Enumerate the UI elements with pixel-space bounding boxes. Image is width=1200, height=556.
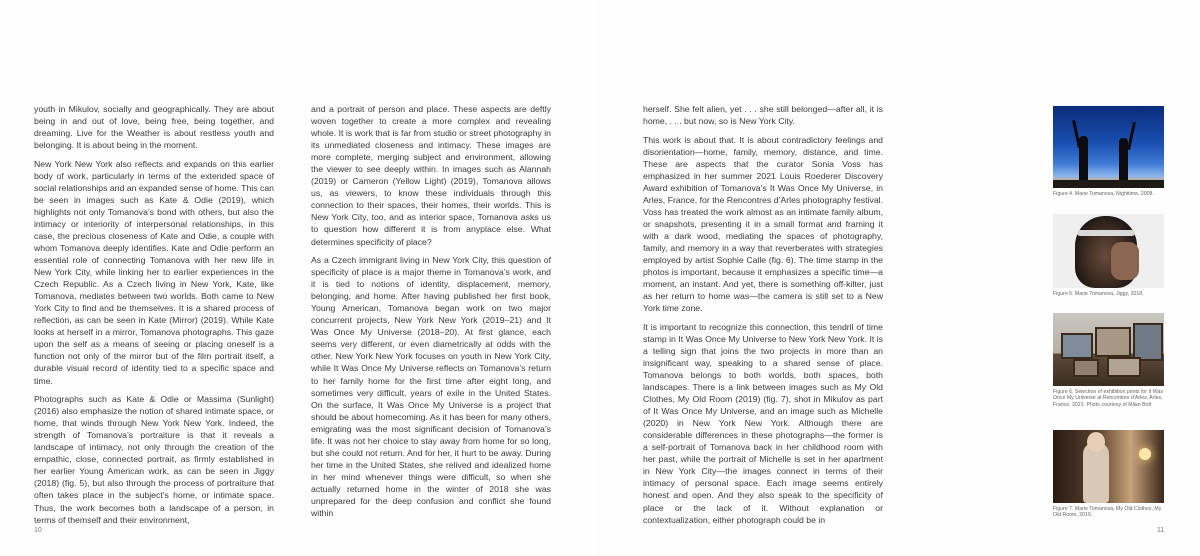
paragraph: New York New York also reflects and expands on this earlier body of work, particularly in terms of the extended space of social relationships and an expanded sense of home. This can be seen in images such as Kate & Odie (2019), which highlights not only Tomanova’s bond with others, but also the intimacy or interiority of interpersonal relationships, in this case, the precious closeness of Kate and Odie, a couple with whom Tomanova deeply identifies. Kate and Odie perform an essential role of connecting Tomanova with her new life in New York City, while linking her to earlier experiences in the Czech Republic. As a Czech living in New York, Kate, like Tomanova, mediates between two worlds. Both came to New York City to find and be themselves. It is a shared process of reflection, as can be seen in Kate (Mirror) (2019). While Kate looks at herself in a mirror, Tomanova photographs. This gaze upon the self as a means of seeing or placing oneself is a function not only of the mirror but of the film portrait itself, a durable visual record of identity tied to a specific space and time. <box>34 158 274 386</box>
figure-6-photo <box>1053 313 1164 386</box>
figure-7 <box>1053 430 1166 519</box>
paragraph: As a Czech immigrant living in New York City, this question of specificity of place is a major theme in Tomanova’s work, and it is tied to notions of identity, displacement, memory, belonging, and home. After having published her first book, Young American, Tomanova began work on two major concurrent projects, New York New York (2019–21) and It Was Once My Universe (2018–20). At first glance, each seems very different, or even diametrically at odds with the other. New York New York focuses on youth in New York City, while It Was Once My Universe reflects on Tomanova’s return to her family home for the first time after eight long, and sometimes very difficult, years of exile in the United States. On the surface, It Was Once My Universe is a project that should be about homecoming. As it has been for many others, emigrating was the most significant decision of Tomanova’s life. It was not her choice to stay away from home for so long, but she could not return. And for her, it hurt to be away. During her time in the United States, she relived and idealized home in her mind whenever things were difficult, so when she actually returned home in the winter of 2018 she was unprepared for the deep confusion and conflict she found within <box>311 255 551 519</box>
text-column-1 <box>34 103 274 532</box>
paragraph: youth in Mikulov, socially and geographically. They are about being in and out of love, being free, being together, and dreaming. Live for the Weather is about restless youth and belonging. It is about being in the moment. <box>34 104 274 151</box>
figure-5-photo <box>1053 214 1164 288</box>
paragraph: and a portrait of person and place. These aspects are deftly woven together to create a more complex and revealing whole. It is work that is far from studio or street photography in its unmediated closeness and intimacy. These images are more complete, merging subject and environment, allowing the viewer to see deeply within. In images such as Alannah (2019) or Cameron (Yellow Light) (2019), Tomanova allows us, as viewers, to know these individuals through this connection to their spaces, their homes, their worlds. This is New York City, too, and as interior space, Tomanova asks us to question how different it is from anyplace else. What determines specificity of place? <box>311 104 551 247</box>
page-number: 11 <box>1157 527 1165 534</box>
page-number: 10 <box>34 527 42 534</box>
figure-7-caption: Figure 7. Marie Tomanova, My Old Clothes, My Old Room, 2019. <box>1053 506 1162 519</box>
figure-5-caption: Figure 5. Marie Tomanova, Jiggy, 2018. <box>1053 291 1144 297</box>
text-column-3 <box>643 103 883 532</box>
paragraph: This work is about that. It is about contradictory feelings and disorientation—home, family, memory, distance, and time. These are aspects that the curator Sonia Voss has emphasized in her summer 2021 Louis Roederer Discovery Award exhibition of Tomanova’s It Was Once My Universe, in Arles, France, for the Rencontres d’Arles photography festival. Voss has treated the work almost as an intimate family album, or snapshots, presenting it in a small format and framing it with a dark wood, mediating the spaces of photography, family, and memory in a way that reverberates with strategies employed by artist Sophie Calle (fig. 6). The time stamp in the photos is important, because it emphasizes a specific time—a moment, an instant. And yet, there is something off-kilter, just as her return to home was—the camera is still set to a New York time zone. <box>643 134 883 314</box>
figure-6-caption: Figure 6. Selection of exhibition prints for It Was Once My Universe at Rencontres d’Arles, Arles, France, 2021. Photo courtesy of Milan Bntt <box>1053 389 1163 408</box>
text-column-2 <box>311 103 551 526</box>
figure-4 <box>1053 106 1166 197</box>
paragraph: herself. She felt alien, yet . . . she still belonged—after all, it is home, . . . but now, so is New York City. <box>643 104 883 127</box>
figure-5 <box>1053 214 1166 297</box>
figure-7-photo <box>1053 430 1164 503</box>
paragraph: It is important to recognize this connection, this tendril of time stamp in It Was Once My Universe to New York New York. It is a telling sign that joins the two projects in more than an insignificant way, speaking to a shared sense of place. Tomanova belongs to both worlds, both spaces, both landscapes. There is a link between images such as My Old Clothes, My Old Room (2019) (fig. 7), shot in Mikulov as part of It Was Once My Universe, and an image such as Michelle (2020) in New York New York. Although there are considerable differences in these photographs—the former is a self-portrait of Tomanova back in her childhood room with her past, while the portrait of Michelle is set in her apartment in New York City—the images connect in terms of their intimacy of personal space. Each image seems entirely honest and open. And they also speak to the specificity of place or the lack of it. Without explanation or contextualization, either photograph could be in <box>643 321 883 525</box>
figure-4-photo <box>1053 106 1164 188</box>
figure-4-caption: Figure 4. Marie Tomanova, Nighttime, 2008. <box>1053 191 1154 197</box>
figure-6 <box>1053 313 1166 408</box>
paragraph: Photographs such as Kate & Odie or Massima (Sunlight) (2016) also emphasize the notion of shared intimate space, or home, that winds through New York New York. Indeed, the strength of Tomanova’s portraiture is that it reveals a landscape of intimacy, not only through the creation of the empathic, close, connected portrait, as firmly established in her earlier Young American work, as can be seen in Jiggy (2018) (fig. 5), but also through the process of portraiture that often takes place in the subject’s home, or intimate space. Thus, the work becomes both a landscape of a person, in terms of themself and their environment, <box>34 394 274 525</box>
